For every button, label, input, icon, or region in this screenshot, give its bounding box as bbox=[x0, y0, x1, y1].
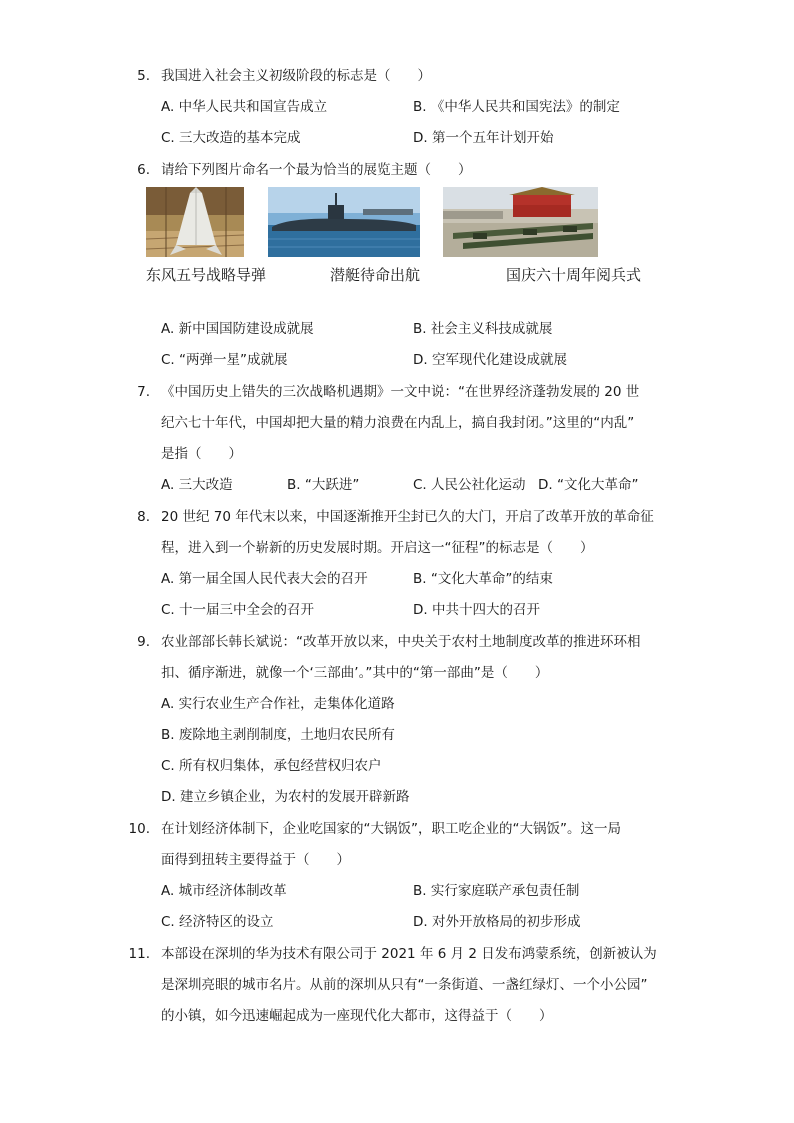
image-caption: 东风五号战略导弹 bbox=[146, 266, 267, 284]
option-a: A. 新中国国防建设成就展 bbox=[161, 321, 314, 337]
question-stem: 20 世纪 70 年代末以来，中国逐渐推开尘封已久的大门，开启了改革开放的革命征 bbox=[161, 509, 654, 525]
option-b: B. 《中华人民共和国宪法》的制定 bbox=[413, 99, 620, 115]
option-b: B. 废除地主剥削制度，土地归农民所有 bbox=[161, 727, 395, 743]
option-d: D. 中共十四大的召开 bbox=[413, 602, 540, 618]
parade-photo bbox=[443, 187, 598, 257]
option-a: A. 中华人民共和国宣告成立 bbox=[161, 99, 328, 115]
option-d: D. 对外开放格局的初步形成 bbox=[413, 914, 581, 930]
question-stem: 的小镇，如今迅速崛起成为一座现代化大都市，这得益于（ ） bbox=[161, 1008, 553, 1024]
option-b: B. “大跃进” bbox=[287, 477, 360, 493]
question-stem: 农业部部长韩长斌说：“改革开放以来，中央关于农村土地制度改革的推进环环相 bbox=[161, 634, 641, 650]
question-number: 8. bbox=[137, 509, 150, 525]
option-c: C. “两弹一星”成就展 bbox=[161, 352, 288, 368]
missile-photo bbox=[146, 187, 244, 257]
submarine-photo bbox=[268, 187, 420, 257]
image-caption: 潜艇待命出航 bbox=[330, 266, 421, 284]
option-b: B. 实行家庭联产承包责任制 bbox=[413, 883, 580, 899]
option-d: D. 空军现代化建设成就展 bbox=[413, 352, 567, 368]
question-stem: 在计划经济体制下，企业吃国家的“大锅饭”，职工吃企业的“大锅饭”。这一局 bbox=[161, 821, 621, 837]
option-a: A. 第一届全国人民代表大会的召开 bbox=[161, 571, 368, 587]
question-number: 7. bbox=[137, 384, 150, 400]
question-stem: 请给下列图片命名一个最为恰当的展览主题（ ） bbox=[161, 162, 472, 178]
question-number: 11. bbox=[128, 946, 150, 962]
option-c: C. 人民公社化运动 bbox=[413, 477, 526, 493]
question-stem: 是深圳亮眼的城市名片。从前的深圳从只有“一条街道、一盏红绿灯、一个小公园” bbox=[161, 977, 648, 993]
option-c: C. 经济特区的设立 bbox=[161, 914, 274, 930]
option-d: D. 建立乡镇企业，为农村的发展开辟新路 bbox=[161, 789, 410, 805]
question-stem: 面得到扭转主要得益于（ ） bbox=[161, 852, 350, 868]
option-c: C. 所有权归集体，承包经营权归农户 bbox=[161, 758, 382, 774]
option-a: A. 三大改造 bbox=[161, 477, 233, 493]
question-stem: 本部设在深圳的华为技术有限公司于 2021 年 6 月 2 日发布鸿蒙系统，创新被认为 bbox=[161, 946, 657, 962]
question-stem: 《中国历史上错失的三次战略机遇期》一文中说：“在世界经济蓬勃发展的 20 世 bbox=[161, 384, 640, 400]
image-caption: 国庆六十周年阅兵式 bbox=[506, 266, 642, 284]
option-d: D. “文化大革命” bbox=[538, 477, 639, 493]
question-number: 5. bbox=[137, 68, 150, 84]
option-c: C. 十一届三中全会的召开 bbox=[161, 602, 315, 618]
question-stem: 纪六七十年代，中国却把大量的精力浪费在内乱上，搞自我封闭。”这里的“内乱” bbox=[161, 415, 635, 431]
option-a: A. 实行农业生产合作社，走集体化道路 bbox=[161, 696, 395, 712]
option-d: D. 第一个五年计划开始 bbox=[413, 130, 554, 146]
question-number: 9. bbox=[137, 634, 150, 650]
option-a: A. 城市经济体制改革 bbox=[161, 883, 287, 899]
question-number: 6. bbox=[137, 162, 150, 178]
question-stem: 扣、循序渐进，就像一个‘三部曲’。”其中的“第一部曲”是（ ） bbox=[161, 665, 549, 681]
question-stem: 程，进入到一个崭新的历史发展时期。开启这一“征程”的标志是（ ） bbox=[161, 540, 594, 556]
question-stem: 是指（ ） bbox=[161, 446, 242, 462]
option-b: B. 社会主义科技成就展 bbox=[413, 321, 553, 337]
option-c: C. 三大改造的基本完成 bbox=[161, 130, 301, 146]
question-number: 10. bbox=[128, 821, 150, 837]
question-stem: 我国进入社会主义初级阶段的标志是（ ） bbox=[161, 68, 431, 84]
option-b: B. “文化大革命”的结束 bbox=[413, 571, 553, 587]
